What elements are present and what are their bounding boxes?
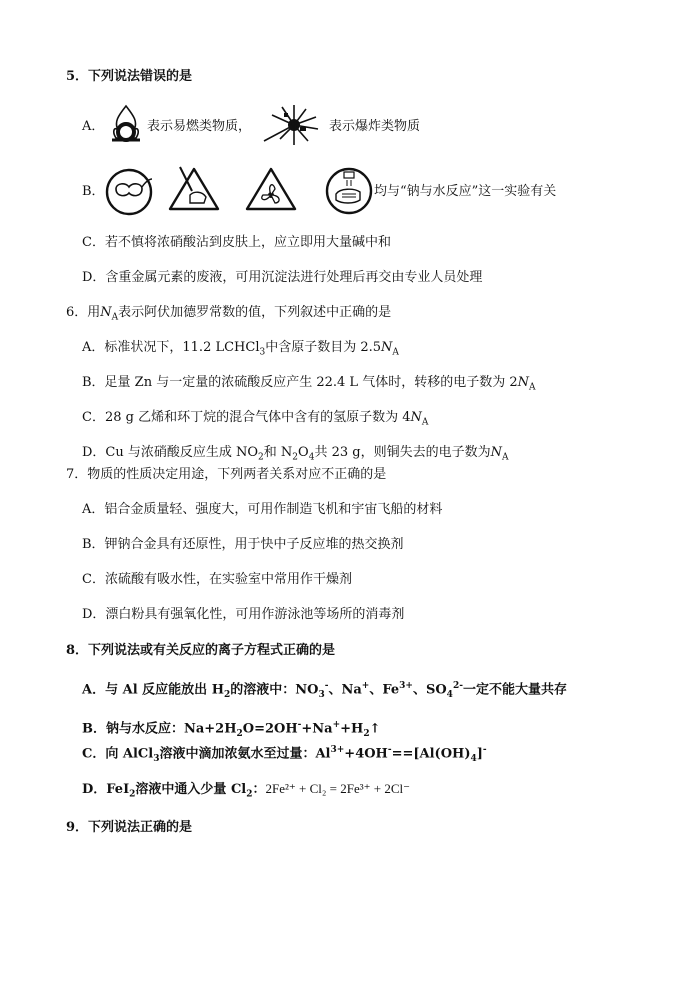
- option-label: B．: [82, 184, 105, 199]
- q5-option-c: C．若不慎将浓硝酸沾到皮肤上，应立即用大量碱中和: [82, 235, 391, 250]
- question-7-stem: 7．物质的性质决定用途，下列两者关系对应不正确的是: [66, 467, 387, 482]
- q7-option-d: D．漂白粉具有强氧化性，可用作游泳池等场所的消毒剂: [82, 607, 405, 622]
- q6-option-b: B．足量 Zn 与一定量的浓硫酸反应产生 22.4 L 气体时，转移的电子数为 $2N_A$: [82, 375, 536, 393]
- ventilation-fan-icon: [243, 165, 299, 215]
- q5-option-a: [82, 119, 104, 135]
- question-9-stem: 9．下列说法正确的是: [66, 820, 193, 835]
- q6-option-c: C．28 g 乙烯和环丁烷的混合气体中含有的氢原子数为 $4N_A$: [82, 410, 429, 428]
- q8-option-c: C．向 AlCl$_3$溶液中滴加浓氨水至过量：$Al^{3+}+4OH^-==[Al(OH)_4]^-$: [82, 745, 487, 764]
- q5-a-text2: 表示爆炸类物质: [329, 119, 421, 134]
- sharp-object-icon: [166, 165, 222, 215]
- q7-option-c: C．浓硫酸有吸水性，在实验室中常用作干燥剂: [82, 572, 352, 587]
- question-5-stem: 5．下列说法错误的是: [66, 69, 193, 84]
- q5-a-text1: 表示易燃类物质，: [147, 119, 252, 134]
- q5-b-text: 均与“钠与水反应”这一实验有关: [374, 184, 557, 199]
- wash-hands-icon: [324, 166, 374, 216]
- flammable-icon: [108, 104, 144, 148]
- q5-option-b: [82, 184, 105, 200]
- option-label: A．: [82, 119, 105, 134]
- q8-option-a: A．与 Al 反应能放出 $H_2$的溶液中：$NO_3^-$、Na+、$Fe^{3+}$、$SO_4^{2-}$一定不能大量共存: [82, 681, 567, 700]
- q7-option-a: A．铝合金质量轻、强度大，可用作制造飞机和宇宙飞船的材料: [82, 502, 443, 517]
- q8-option-b: B．钠与水反应：$Na+2H_2O=2OH^-+Na^++H_2↑$: [82, 720, 381, 739]
- q7-option-b: B．钾钠合金具有还原性，用于快中子反应堆的热交换剂: [82, 537, 404, 552]
- question-8-stem: 8．下列说法或有关反应的离子方程式正确的是: [66, 643, 336, 658]
- ionic-equation: 2Fe²⁺ + Cl₂ = 2Fe³⁺ + 2Cl⁻: [265, 781, 410, 796]
- q6-option-a: A．标准状况下，11.2 LCHCl$_3$中含原子数目为 $2.5N_A$: [82, 340, 399, 358]
- q8-option-d: D．FeI$_2$溶液中通入少量 $Cl_2$：2Fe²⁺ + Cl₂ = 2Fe³⁺ + 2Cl⁻: [82, 781, 410, 800]
- q5-option-d: D．含重金属元素的废液，可用沉淀法进行处理后再交由专业人员处理: [82, 270, 483, 285]
- q6-option-d: D．Cu 与浓硝酸反应生成 $NO_2$和 $N_2O_4$共 23 g，则铜失去的电子数为$N_A$: [82, 445, 509, 463]
- question-6-stem: 6．用$N_A$表示阿伏加德罗常数的值，下列叙述中正确的是: [66, 305, 392, 323]
- explosive-icon: [256, 103, 326, 147]
- safety-goggles-icon: [104, 167, 154, 217]
